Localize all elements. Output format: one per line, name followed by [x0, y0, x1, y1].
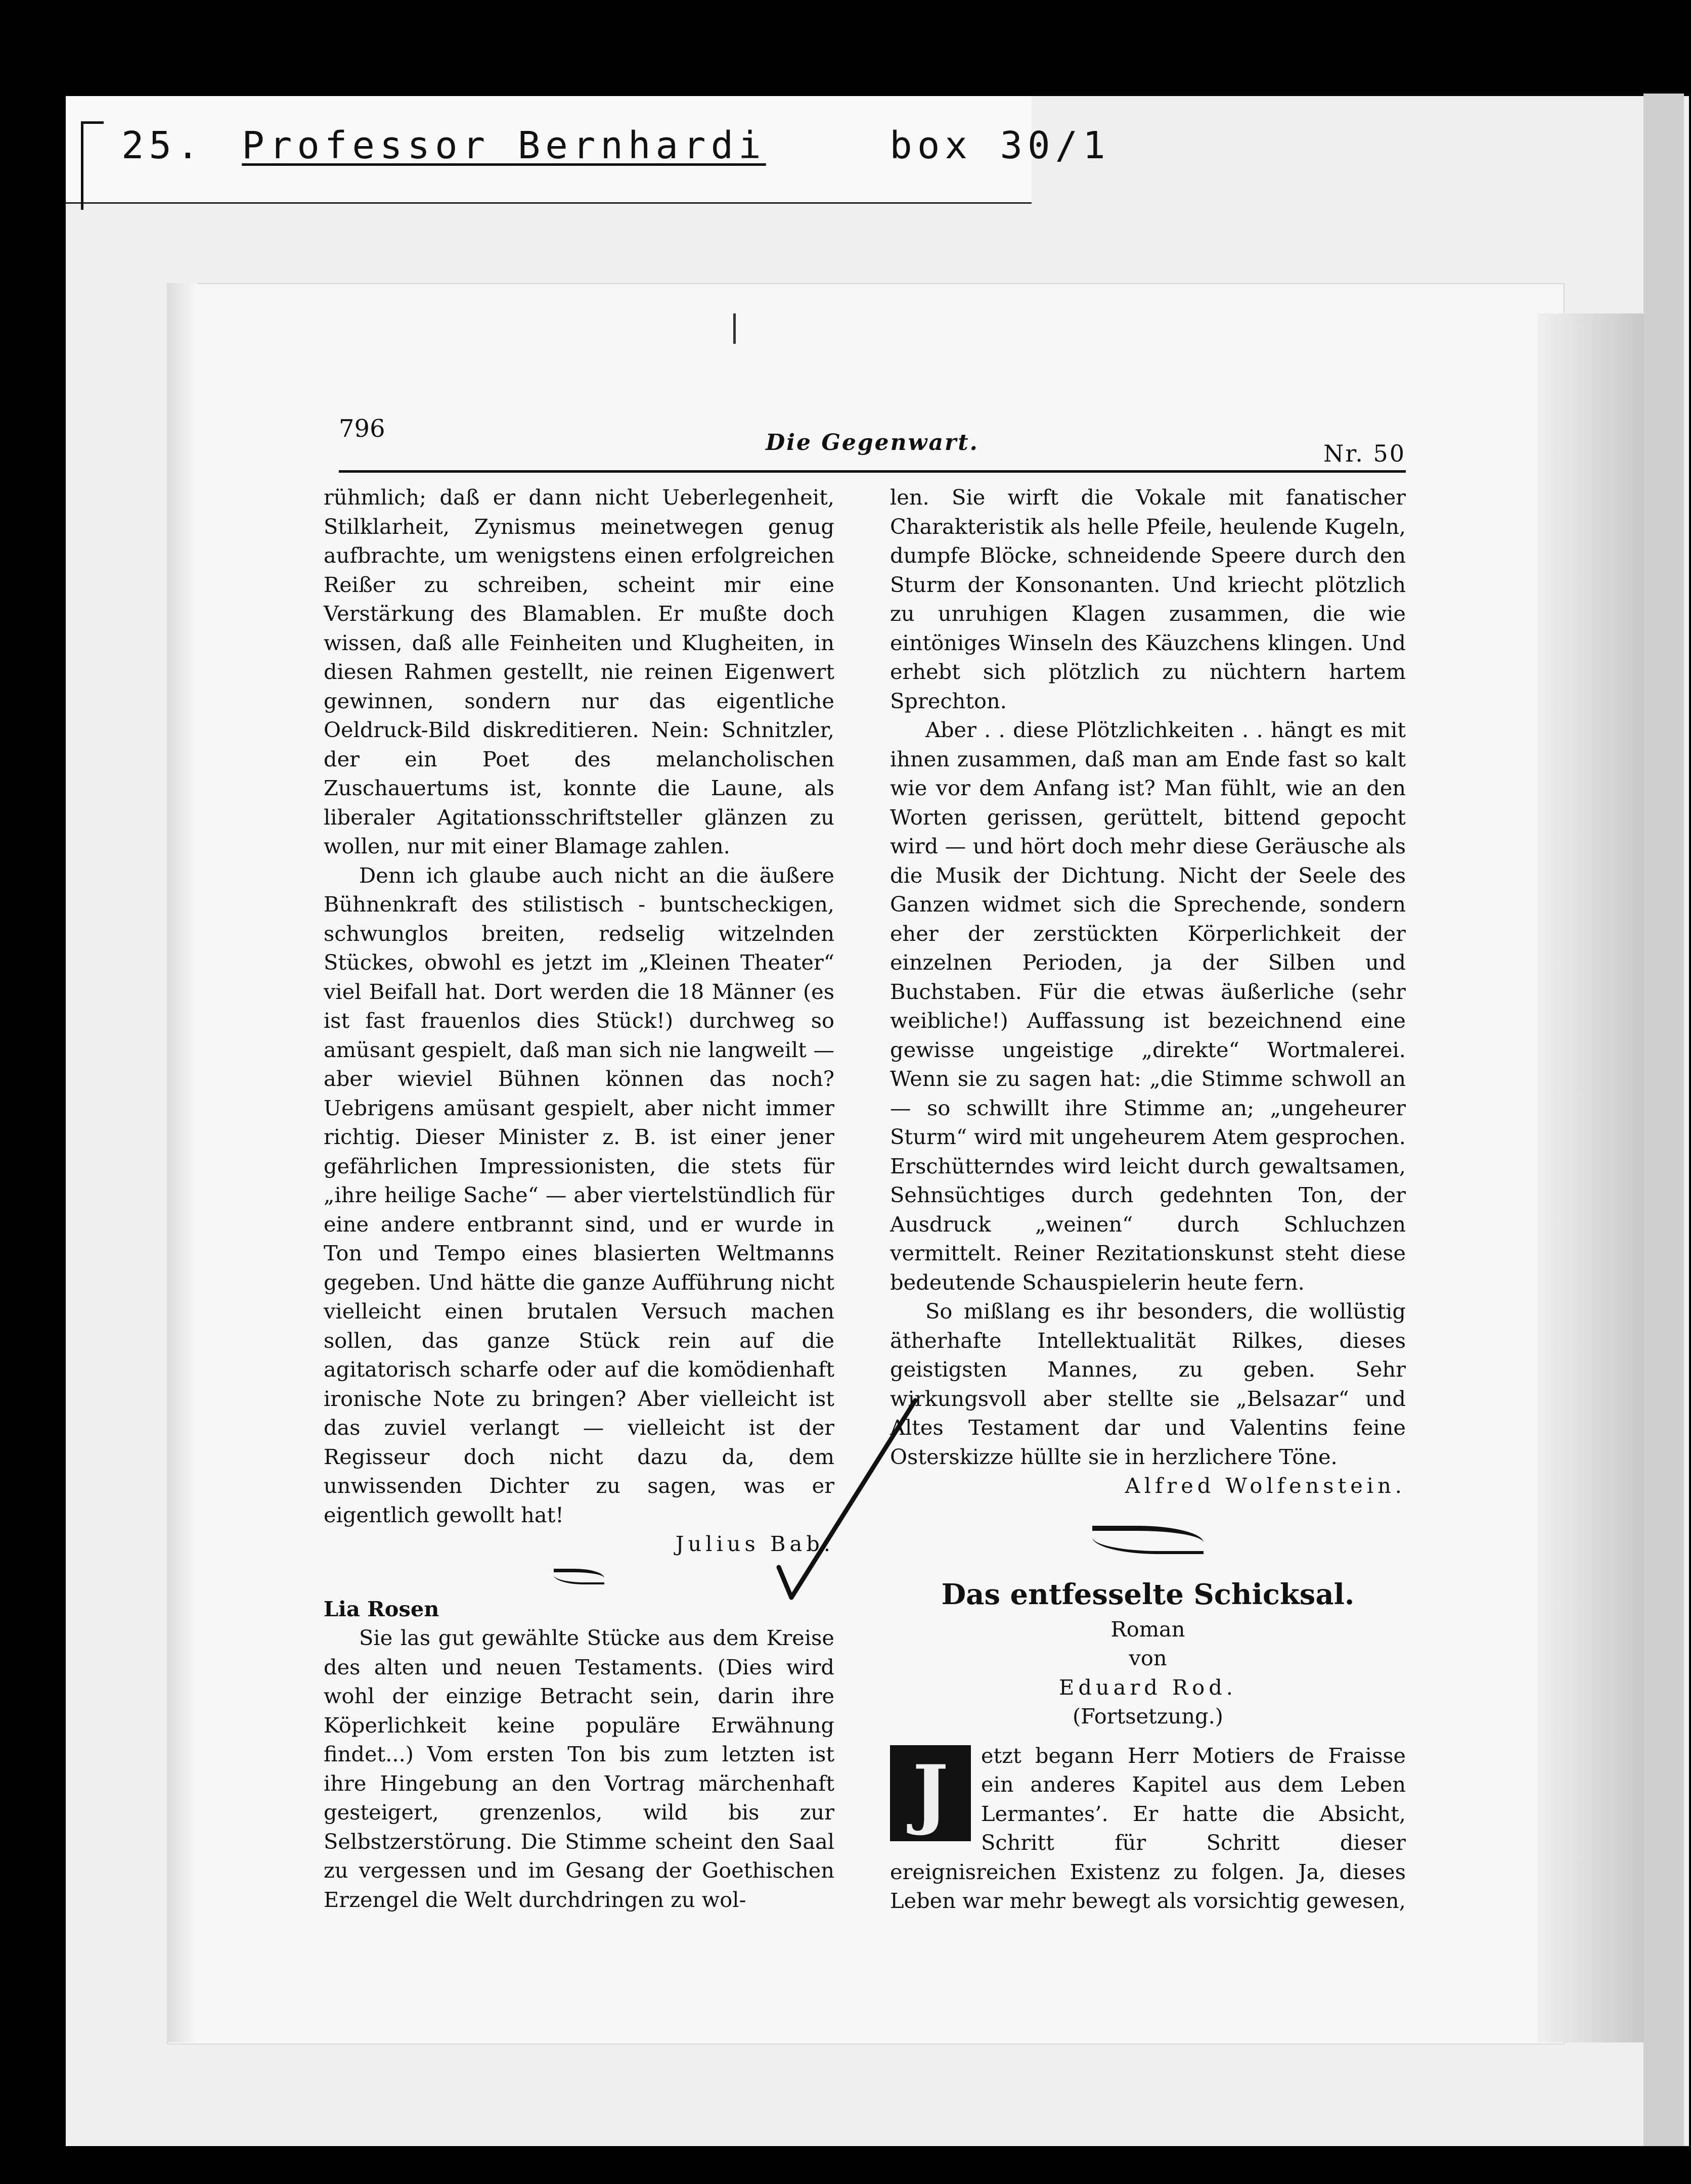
novel-by: von — [1129, 1646, 1167, 1670]
novel-text-block — [890, 1741, 1406, 1916]
left-paragraph-1: rühmlich; daß er dann nicht Ueberlegenheit, Stilklarheit, Zynismus meinetwegen genug aufbrachte, um wenigstens einen erfolgreichen Reißer zu schreiben, scheint mir eine Verstärkung des Blamablen. Er mußte doch wissen, daß alle Feinheiten und Klugheiten, in diesen Rahmen gestellt, nie reinen Eigenwert gewinnen, sondern nur das eigentliche Oeldruck-Bild diskreditieren. Nein: Schnitzler, der ein Poet des melancholischen Zuschauertums ist, konnte die Laune, als liberaler Agitationsschriftsteller glänzen zu wollen, nur mit einer Blamage zahlen. — [324, 485, 834, 858]
novel-title: Das entfesselte Schicksal. — [941, 1577, 1355, 1611]
clipping-shade-left — [167, 283, 197, 2042]
right-paragraph-3: So mißlang es ihr besonders, die wollüstig ätherhafte Intellektualität Rilkes, dieses geistigsten Mannes, zu geben. Sehr wirkungsvoll aber stellte sie „Belsazar“ und Altes Testament dar und Valentins feine Osterskizze hüllte sie in herzlichere Töne. — [890, 1299, 1406, 1469]
corner-bracket — [81, 121, 104, 210]
right-paragraph-1: len. Sie wirft die Vokale mit fanatischer Charakteristik als helle Pfeile, heulende Kugeln, dumpfe Blöcke, schneidende Speere durch den Sturm der Konsonanten. Und kriecht plötzlich zu unruhigen Klagen zusammen, die wie eintöniges Winseln des Käuzchens klingen. Und erhebt sich plötzlich zu nüchtern hartem Sprechton. — [890, 485, 1406, 713]
page-header — [339, 410, 1406, 473]
page-number: 796 — [339, 415, 385, 443]
left-paragraph-2: Denn ich glaube auch nicht an die äußere Bühnenkraft des stilistisch - buntscheckigen, schwunglos breiten, redselig witzelnden Stückes, obwohl es jetzt im „Kleinen Theater“ viel Beifall hat. Dort werden die 18 Männer (es ist fast frauenlos dies Stück!) durchweg so amüsant gespielt, daß man sich nie langweilt — aber wieviel Bühnen können das noch? Uebrigens amüsant gespielt, aber nicht immer richtig. Dieser Minister z. B. ist einer jener gefährlichen Impressionisten, die stets für „ihre heilige Sache“ — aber viertelstündlich für eine andere entbrannt sind, und er wurde in Ton und Tempo eines blasierten Weltmanns gegeben. Und hätte die ganze Aufführung nicht vielleicht einen brutalen Versuch machen sollen, das ganze Stück rein auf die agitatorisch scharfe oder auf die komödienhaft ironische Note zu bringen? Aber vielleicht ist das zuviel verlangt — vielleicht ist der Regisseur doch nicht dazu da, dem unwissenden Dichter zu sagen, was er eigentlich gewollt hat! — [324, 862, 834, 1527]
label-number: 25. — [121, 124, 204, 167]
sheet-edge-shadow — [1643, 94, 1684, 2146]
dropcap-initial: J — [890, 1745, 971, 1841]
left-column — [324, 483, 834, 1914]
ornament-divider-large — [1092, 1526, 1204, 1554]
signature-wolfenstein: Alfred Wolfenstein. — [1125, 1473, 1406, 1498]
right-column — [890, 483, 1406, 1916]
novel-text: etzt begann Herr Motiers de Fraisse ein anderes Kapitel aus dem Leben Lermantes’. Er hatte die Absicht, Schritt für Schritt dieser ereignisreichen Existenz zu folgen. Ja, dieses Leben war mehr bewegt als vorsichtig gewesen, — [890, 1743, 1406, 1913]
pencil-tick — [733, 313, 736, 344]
novel-continuation: (Fortsetzung.) — [1072, 1704, 1224, 1728]
archive-label — [121, 124, 1110, 167]
label-title: Professor Bernhardi — [242, 124, 766, 167]
issue-number: Nr. 50 — [1323, 440, 1406, 467]
clipping-shade-right — [1537, 313, 1643, 2042]
section-title-lia-rosen: Lia Rosen — [324, 1596, 439, 1621]
novel-genre: Roman — [1110, 1616, 1185, 1642]
right-paragraph-2: Aber . . diese Plötzlichkeiten . . hängt es mit ihnen zusammen, daß man am Ende fast so kalt wie vor dem Anfang ist? Man fühlt, wie an den Worten gerissen, gerüttelt, bittend gepocht wird — und hört doch mehr diese Geräusche als die Musik der Dichtung. Nicht der Seele des Ganzen widmet sich die Sprechende, sondern eher der zerstückten Körperlichkeit der einzelnen Perioden, ja der Silben und Buchstaben. Für die etwas äußerliche (sehr weibliche!) Auffassung ist bezeichnend eine gewisse ungeistige „direkte“ Wortmalerei. Wenn sie zu sagen hat: „die Stimme schwoll an — so schwillt ihre Stimme an; „ungeheurer Sturm“ wird mit ungeheurem Atem gesprochen. Erschütterndes wird leicht durch gewaltsamen, Sehnsüchtiges durch gedehnten Ton, der Ausdruck „weinen“ durch Schluchzen vermittelt. Reiner Rezitationskunst steht diese bedeutende Schauspielerin heute fern. — [890, 717, 1406, 1295]
left-paragraph-3: Sie las gut gewählte Stücke aus dem Kreise des alten und neuen Testaments. (Dies wird wohl der einzige Betracht sein, darin ihre Köperlichkeit keine populäre Erwähnung findet...) Vom ersten Ton bis zum letzten ist ihre Hingebung an den Vortrag märchenhaft gesteigert, grenzenlos, wild bis zur Selbstzerstörung. Die Stimme scheint den Saal zu vergessen und im Gesang der Goethischen Erzengel die Welt durchdringen zu wol- — [324, 1625, 834, 1912]
label-box: box 30/1 — [889, 124, 1110, 167]
ornament-divider — [554, 1569, 604, 1584]
signature-bab: Julius Bab. — [675, 1531, 834, 1556]
novel-author: Eduard Rod. — [1059, 1674, 1237, 1700]
journal-title: Die Gegenwart. — [766, 430, 979, 456]
